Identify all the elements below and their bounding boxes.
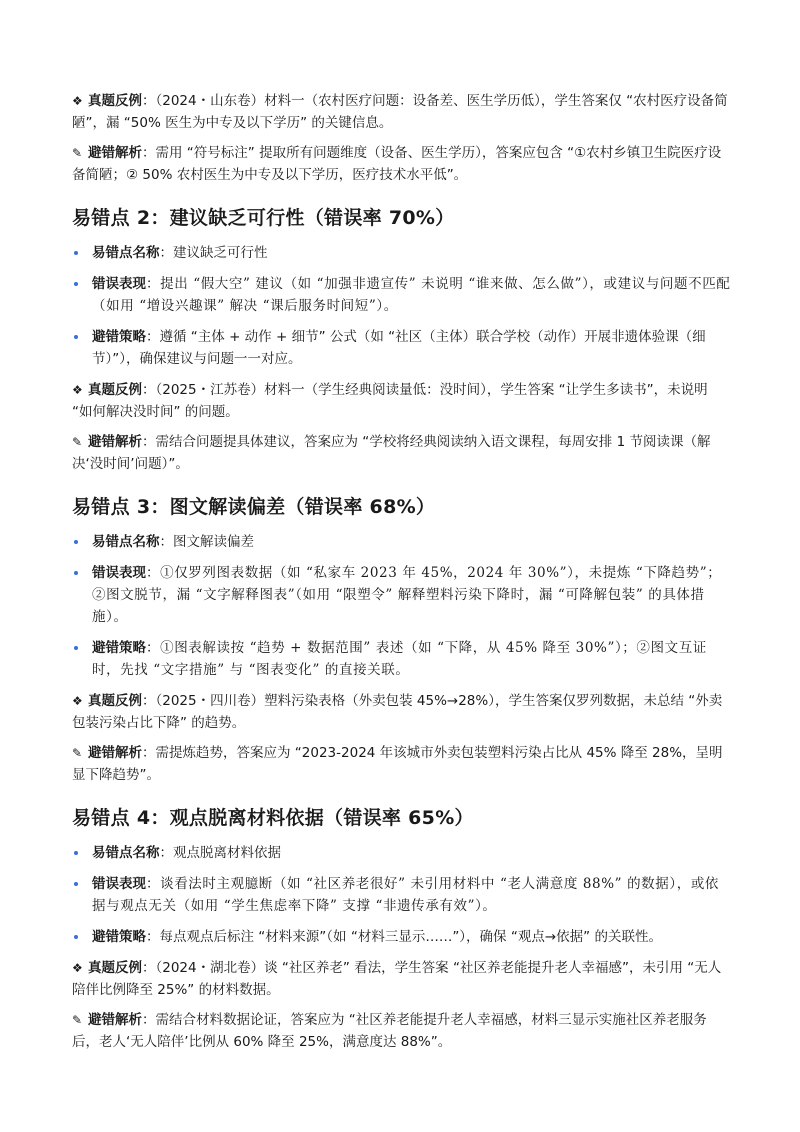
bullet-name: [72, 531, 732, 553]
analysis-label: 避错解析: [88, 434, 142, 450]
bullet-strategy: [72, 326, 732, 370]
example-text: ：（2024・湖北卷）谈 “社区养老” 看法，学生答案 “社区养老能提升老人幸福感”，未引用 “无人陪伴比例降至 25%” 的材料数据。: [72, 960, 722, 998]
section-analysis: [72, 742, 732, 786]
bullet-text: ：每点观点后标注 “材料来源”（如 “材料三显示……”），确保 “观点→依据” 的关联性。: [146, 929, 662, 945]
bullet-text: ：①仅罗列图表数据（如 “私家车 2023 年 45%，2024 年 30%”），未提炼 “下降趋势”；②图文脱节，漏 “文字解释图表”（如用 “限塑令” 解释塑料污染下降时，漏 “可降解包装” 的具体措施）。: [92, 565, 722, 625]
diamond-icon: ❖: [72, 383, 83, 397]
section-title-4: 易错点 4：观点脱离材料依据（错误率 65%）: [72, 807, 474, 829]
section-example: [72, 690, 732, 734]
analysis-label: 避错解析: [88, 1012, 142, 1028]
document-page: [72, 90, 732, 1061]
bullet-label: 避错策略: [92, 329, 146, 345]
pencil-icon: ✎: [72, 746, 83, 760]
bullet-error: [72, 873, 732, 917]
bullet-text: ：观点脱离材料依据: [159, 845, 281, 861]
example-label: 真题反例: [88, 960, 142, 976]
example-label: 真题反例: [88, 693, 142, 709]
example-label: 真题反例: [88, 382, 142, 398]
bullet-label: 易错点名称: [92, 534, 160, 550]
bullet-label: 错误表现: [92, 565, 146, 581]
pencil-icon: ✎: [72, 435, 83, 449]
bullet-label: 错误表现: [92, 276, 146, 292]
analysis-label: 避错解析: [88, 145, 142, 161]
diamond-icon: ❖: [72, 94, 83, 108]
bullet-dot-icon: [74, 646, 78, 650]
bullet-dot-icon: [74, 571, 78, 575]
bullet-text: ：提出 “假大空” 建议（如 “加强非遗宣传” 未说明 “谁来做、怎么做”），或建议与问题不匹配（如用 “增设兴趣课” 解决 “课后服务时间短”）。: [92, 276, 731, 314]
bullet-text: ：①图表解读按 “趋势 + 数据范围” 表述（如 “下降，从 45% 降至 30%”）；②图文互证时，先找 “文字措施” 与 “图表变化” 的直接关联。: [92, 640, 707, 678]
bullet-text: ：谈看法时主观臆断（如 “社区养老很好” 未引用材料中 “老人满意度 88%” 的数据），或依据与观点无关（如用 “学生焦虑率下降” 支撑 “非遗传承有效”）。: [92, 876, 720, 914]
bullet-label: 易错点名称: [92, 245, 160, 261]
example-text: ：（2025・江苏卷）材料一（学生经典阅读量低：没时间），学生答案 “让学生多读书”，未说明 “如何解决没时间” 的问题。: [72, 382, 708, 420]
bullet-dot-icon: [74, 282, 78, 286]
pencil-icon: ✎: [72, 146, 83, 160]
bullet-label: 错误表现: [92, 876, 146, 892]
analysis-text: ：需用 “符号标注” 提取所有问题维度（设备、医生学历），答案应包含 “①农村乡镇卫生院医疗设备简陋；② 50% 农村医生为中专及以下学历，医疗技术水平低”。: [72, 145, 722, 183]
intro-analysis: [72, 142, 732, 186]
section-analysis: [72, 431, 732, 475]
bullet-text: ：建议缺乏可行性: [159, 245, 268, 261]
analysis-label: 避错解析: [88, 745, 142, 761]
bullet-dot-icon: [74, 540, 78, 544]
bullet-strategy: [72, 926, 732, 948]
bullet-name: [72, 842, 732, 864]
section-example: [72, 379, 732, 423]
bullet-dot-icon: [74, 335, 78, 339]
analysis-text: ：需提炼趋势，答案应为 “2023-2024 年该城市外卖包装塑料污染占比从 45% 降至 28%，呈明显下降趋势”。: [72, 745, 723, 783]
section-title-2: 易错点 2：建议缺乏可行性（错误率 70%）: [72, 207, 455, 229]
bullet-label: 避错策略: [92, 640, 146, 656]
bullet-name: [72, 242, 732, 264]
bullet-dot-icon: [74, 935, 78, 939]
analysis-text: ：需结合问题提具体建议，答案应为 “学校将经典阅读纳入语文课程，每周安排 1 节阅读课（解决‘没时间’问题）”。: [72, 434, 711, 472]
example-text: ：（2025・四川卷）塑料污染表格（外卖包装 45%→28%），学生答案仅罗列数据，未总结 “外卖包装污染占比下降” 的趋势。: [72, 693, 723, 731]
diamond-icon: ❖: [72, 694, 83, 708]
analysis-text: ：需结合材料数据论证，答案应为 “社区养老能提升老人幸福感，材料三显示实施社区养老服务后，老人‘无人陪伴’比例从 60% 降至 25%，满意度达 88%”。: [72, 1012, 707, 1050]
bullet-error: [72, 273, 732, 317]
bullet-label: 避错策略: [92, 929, 146, 945]
bullet-dot-icon: [74, 251, 78, 255]
example-text: ：（2024・山东卷）材料一（农村医疗问题：设备差、医生学历低），学生答案仅 “农村医疗设备简陋”，漏 “50% 医生为中专及以下学历” 的关键信息。: [72, 93, 728, 131]
section-analysis: [72, 1009, 732, 1053]
bullet-error: [72, 562, 732, 628]
bullet-dot-icon: [74, 882, 78, 886]
diamond-icon: ❖: [72, 961, 83, 975]
bullet-label: 易错点名称: [92, 845, 160, 861]
bullet-text: ：遵循 “主体 + 动作 + 细节” 公式（如 “社区（主体）联合学校（动作）开展非遗体验课（细节）”），确保建议与问题一一对应。: [92, 329, 706, 367]
section-title-3: 易错点 3：图文解读偏差（错误率 68%）: [72, 496, 436, 518]
bullet-dot-icon: [74, 851, 78, 855]
bullet-text: ：图文解读偏差: [159, 534, 254, 550]
example-label: 真题反例: [88, 93, 142, 109]
pencil-icon: ✎: [72, 1013, 83, 1027]
intro-example: [72, 90, 732, 134]
section-example: [72, 957, 732, 1001]
bullet-strategy: [72, 637, 732, 681]
